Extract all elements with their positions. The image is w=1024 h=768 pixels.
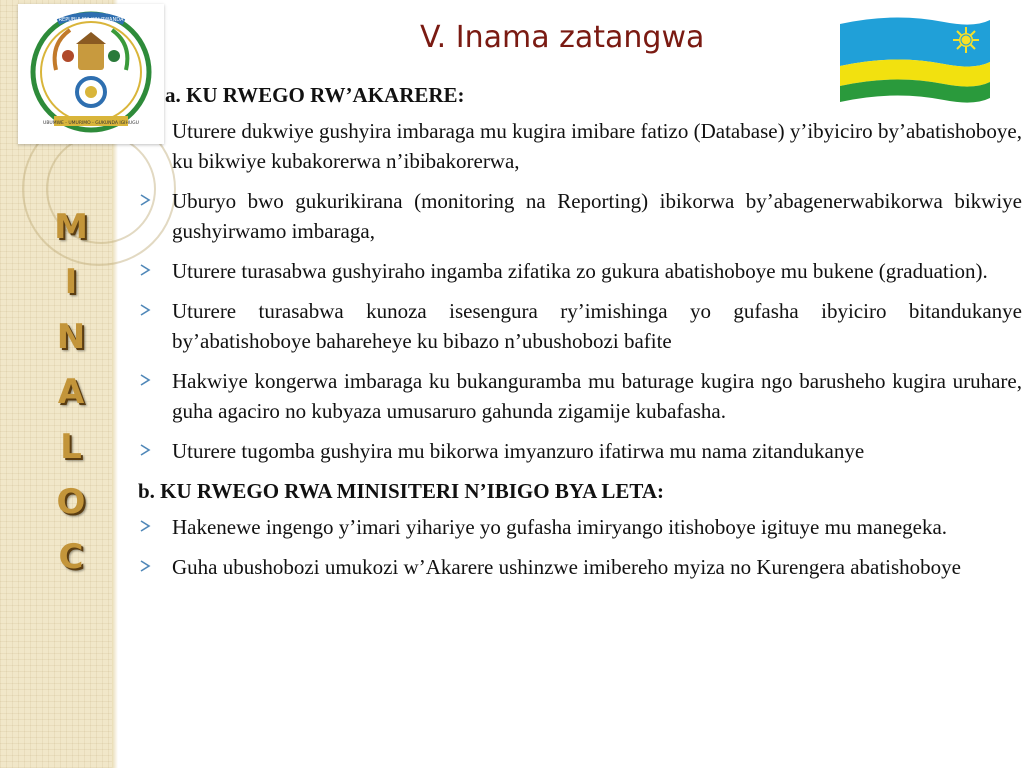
list-item [138, 186, 1022, 246]
list-item [138, 512, 1022, 542]
list-item [138, 436, 1022, 466]
section-a-heading: a. KU RWEGO RW’AKARERE: [165, 83, 465, 107]
list-item-text: Hakenewe ingengo y’imari yihariye yo gufasha imiryango itishoboye igituye mu manegeka. [172, 515, 948, 539]
arrow-bullet-icon [138, 263, 152, 277]
list-item-text: Uturere turasabwa kunoza isesengura ry’imishinga yo gufasha ibyiciro bitandukanye by’abatishoboye bahareheye ku bibazo n’ubushobozi bafite [172, 299, 1022, 353]
list-item-text: Uturere dukwiye gushyira imbaraga mu kugira imibare fatizo (Database) y’ibyiciro by’abatishoboye, ku bikwiye kubakorerwa n’ibibakorerwa, [172, 119, 1022, 173]
list-item-text: Uturere turasabwa gushyiraho ingamba zifatika zo gukura abatishoboye mu bukene (graduation). [172, 259, 988, 283]
logo-letter: N [56, 317, 86, 357]
arrow-bullet-icon [138, 303, 152, 317]
arrow-bullet-icon [138, 519, 152, 533]
logo-letter: C [58, 537, 84, 577]
list-item-text: Guha ubushobozi umukozi w’Akarere ushinzwe imibereho myiza no Kurengera abatishoboye [172, 555, 962, 579]
list-item [138, 116, 1022, 176]
emblem-motto: UBUMWE - UMURIMO - GUKUNDA IGIHUGU [43, 121, 139, 126]
logo-letter: M [54, 207, 88, 247]
logo-letter: L [60, 427, 82, 467]
arrow-bullet-icon [138, 559, 152, 573]
list-item-text: Hakwiye kongerwa imbaraga ku bukanguramba mu baturage kugira ngo barusheho kugira uruhare, guha agaciro no kubyaza umusaruro gahunda zigamije kubafasha. [172, 369, 1022, 423]
section-b-heading: b. KU RWEGO RWA MINISITERI N’IBIGO BYA LETA: [138, 479, 664, 503]
slide-title: V. Inama zatangwa [420, 20, 705, 55]
emblem-top-text: REPUBULIKA Y'U RWANDA [58, 17, 124, 23]
list-item [138, 552, 1022, 582]
list-item [138, 256, 1022, 286]
logo-letter: O [56, 482, 86, 522]
logo-letter: A [57, 372, 85, 412]
slide-content [138, 80, 1022, 592]
list-item [138, 366, 1022, 426]
arrow-bullet-icon [138, 443, 152, 457]
minaloc-vertical-logo [36, 200, 106, 585]
list-item-text: Uburyo bwo gukurikirana (monitoring na Reporting) ibikorwa by’abagenerwabikorwa bikwiye gushyirwamo imbaraga, [172, 189, 1022, 243]
list-item [138, 296, 1022, 356]
logo-letter: I [64, 262, 78, 302]
arrow-bullet-icon [138, 193, 152, 207]
arrow-bullet-icon [138, 373, 152, 387]
list-item-text: Uturere tugomba gushyira mu bikorwa imyanzuro ifatirwa mu nama zitandukanye [172, 439, 865, 463]
